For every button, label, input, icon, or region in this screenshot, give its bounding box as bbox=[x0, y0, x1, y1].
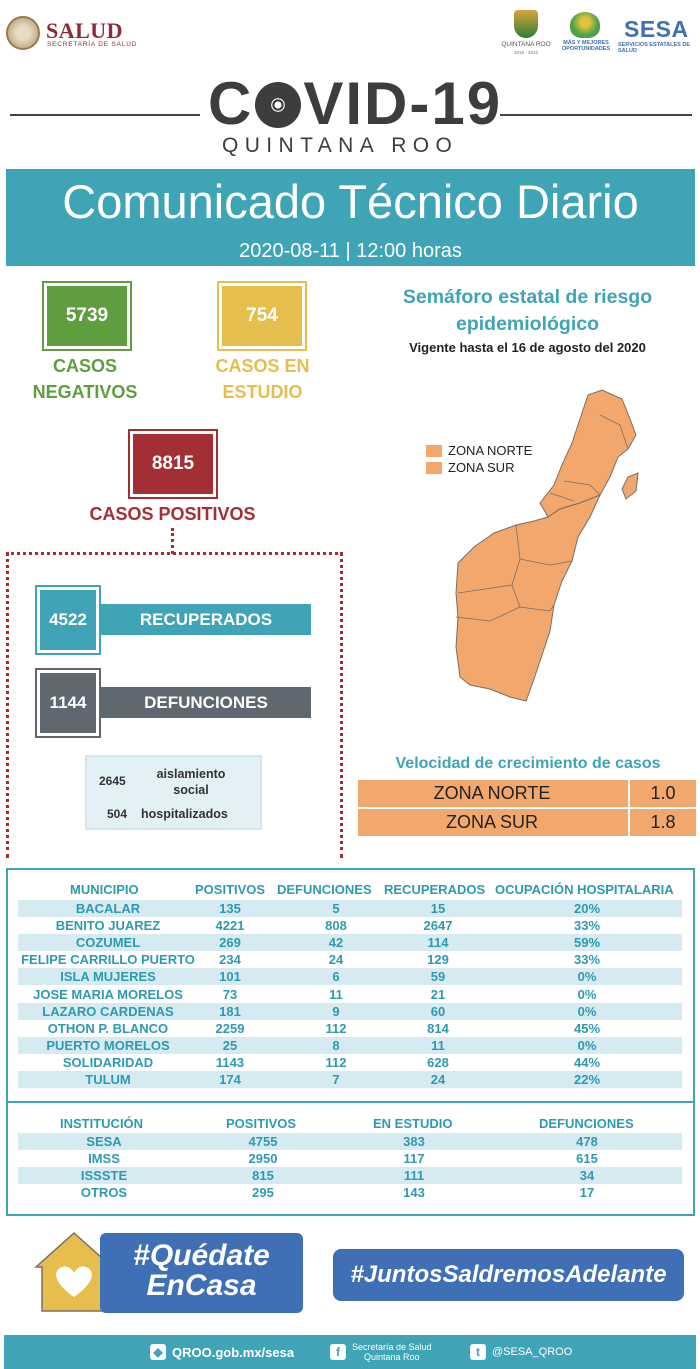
legend-swatch-sur bbox=[426, 462, 442, 474]
table-row bbox=[18, 1003, 682, 1020]
table-cell: 33% bbox=[573, 918, 601, 934]
hospitalizados-label: hospitalizados bbox=[141, 807, 228, 821]
footer-facebook-line2: Quintana Roo bbox=[364, 1352, 420, 1362]
table-cell: 5 bbox=[332, 901, 340, 916]
table-row bbox=[18, 951, 682, 968]
velocidad-valor-sur: 1.8 bbox=[628, 809, 696, 836]
quintana-roo-logo-years: 2016 - 2022 bbox=[513, 50, 539, 55]
table-row bbox=[18, 968, 682, 985]
table-cell: 135 bbox=[219, 901, 241, 916]
table-cell: SOLIDARIDAD bbox=[62, 1054, 154, 1070]
table-cell: TULUM bbox=[85, 1072, 131, 1087]
table-cell: JOSE MARIA MORELOS bbox=[33, 986, 183, 1002]
muni-header-positivos: POSITIVOS bbox=[195, 882, 266, 897]
table-row bbox=[18, 1037, 682, 1054]
table-cell: 9 bbox=[332, 1003, 340, 1019]
table-row bbox=[18, 986, 682, 1003]
semaforo-title bbox=[370, 284, 685, 338]
defunciones-count: 1144 bbox=[37, 670, 99, 736]
legend-swatch-norte bbox=[426, 445, 442, 457]
table-cell: 17 bbox=[579, 1185, 595, 1201]
quintana-roo-shield-icon bbox=[514, 10, 538, 38]
positivos-label: CASOS POSITIVOS bbox=[89, 504, 256, 524]
table-cell: 15 bbox=[430, 901, 446, 916]
table-cell: COZUMEL bbox=[75, 935, 141, 951]
aislamiento-count: 2645 bbox=[99, 774, 126, 788]
table-cell: 59 bbox=[430, 969, 446, 985]
recuperados-count: 4522 bbox=[37, 587, 99, 653]
connector-dotted-horizontal bbox=[6, 552, 343, 555]
table-cell: 129 bbox=[427, 952, 449, 968]
sesa-logo-subtitle: SERVICIOS ESTATALES DE SALUD bbox=[618, 42, 691, 54]
negativos-label-line1: CASOS bbox=[52, 356, 117, 376]
table-cell: 24 bbox=[430, 1072, 446, 1087]
muni-header-ocupacion: OCUPACIÓN HOSPITALARIA bbox=[495, 882, 674, 897]
table-cell: 4221 bbox=[215, 918, 245, 934]
table-cell: 269 bbox=[219, 935, 241, 951]
salud-logo-subtitle: SECRETARÍA DE SALUD bbox=[47, 41, 138, 48]
table-cell: 234 bbox=[219, 952, 241, 968]
table-cell: 143 bbox=[403, 1185, 425, 1201]
table-row bbox=[18, 1184, 682, 1201]
title-rule-right bbox=[500, 114, 692, 116]
aislamiento-label-line2: social bbox=[173, 783, 209, 797]
table-cell: 814 bbox=[427, 1020, 449, 1036]
table-cell: PUERTO MORELOS bbox=[46, 1037, 170, 1053]
table-cell: 114 bbox=[427, 935, 449, 951]
estudio-count: 754 bbox=[219, 283, 305, 349]
table-cell: 2259 bbox=[215, 1020, 245, 1036]
table-cell: 7 bbox=[332, 1072, 340, 1087]
table-row bbox=[18, 1150, 682, 1167]
facebook-icon: f bbox=[330, 1344, 346, 1360]
sesa-logo-title: SESA bbox=[624, 16, 689, 42]
table-cell: 21 bbox=[430, 986, 446, 1002]
table-cell: 11 bbox=[329, 986, 343, 1002]
table-cell: 59% bbox=[573, 935, 601, 951]
table-cell: 478 bbox=[576, 1134, 598, 1149]
region-subtitle: QUINTANA ROO bbox=[222, 134, 459, 157]
table-cell: 615 bbox=[576, 1151, 598, 1167]
table-cell: IMSS bbox=[88, 1151, 120, 1167]
muni-header-defunciones: DEFUNCIONES bbox=[277, 882, 372, 897]
negativos-count: 5739 bbox=[44, 283, 130, 349]
covid-title bbox=[208, 72, 502, 136]
table-cell: LAZARO CARDENAS bbox=[42, 1003, 174, 1019]
footer-twitter[interactable] bbox=[470, 1344, 572, 1360]
footer-facebook-line1: Secretaría de Salud bbox=[352, 1342, 432, 1352]
table-row bbox=[18, 934, 682, 951]
table-row bbox=[18, 900, 682, 917]
recuperados-breakdown-panel bbox=[85, 755, 262, 830]
aislamiento-label-line1: aislamiento bbox=[156, 767, 226, 781]
inst-header-defunciones: DEFUNCIONES bbox=[539, 1116, 634, 1131]
table-row bbox=[18, 1020, 682, 1037]
table-cell: 8 bbox=[332, 1037, 340, 1053]
quedate-line1: #Quédate bbox=[133, 1239, 270, 1272]
recuperados-label: RECUPERADOS bbox=[101, 604, 311, 635]
velocidad-title: Velocidad de crecimiento de casos bbox=[395, 755, 661, 772]
mas-y-mejores-logo-text: MÁS Y MEJORES OPORTUNIDADES bbox=[561, 40, 611, 52]
muni-header-recuperados: RECUPERADOS bbox=[384, 882, 486, 897]
positivos-count: 8815 bbox=[130, 431, 216, 497]
table-cell: 181 bbox=[219, 1003, 241, 1019]
table-cell: 2950 bbox=[248, 1151, 278, 1167]
negativos-label bbox=[20, 353, 150, 405]
table-cell: 73 bbox=[222, 986, 238, 1002]
connector-dotted-right bbox=[340, 552, 343, 858]
table-cell: OTROS bbox=[80, 1185, 128, 1201]
qroo-diamond-icon: ◆ bbox=[150, 1344, 166, 1360]
table-row bbox=[18, 917, 682, 934]
table-cell: 0% bbox=[577, 986, 597, 1002]
table-cell: 815 bbox=[252, 1168, 274, 1184]
salud-emblem-icon bbox=[6, 16, 40, 50]
twitter-icon: t bbox=[470, 1344, 486, 1360]
velocidad-row-sur bbox=[358, 809, 696, 836]
inst-header-institucion: INSTITUCIÓN bbox=[60, 1116, 144, 1131]
table-cell: 808 bbox=[325, 918, 347, 934]
footer-web[interactable] bbox=[150, 1344, 294, 1360]
table-cell: BENITO JUAREZ bbox=[55, 918, 161, 934]
table-cell: 295 bbox=[252, 1185, 274, 1201]
table-cell: 117 bbox=[403, 1151, 425, 1167]
table-cell: 22% bbox=[573, 1072, 601, 1087]
table-cell: 2647 bbox=[423, 918, 453, 934]
estudio-label-line2: ESTUDIO bbox=[222, 382, 303, 402]
table-cell: 24 bbox=[328, 952, 344, 968]
estudio-label-line1: CASOS EN bbox=[215, 356, 310, 376]
inst-header-positivos: POSITIVOS bbox=[226, 1116, 297, 1131]
table-cell: 112 bbox=[325, 1054, 347, 1070]
table-cell: 101 bbox=[219, 969, 241, 985]
legend-label-sur: ZONA SUR bbox=[448, 460, 515, 475]
map-zona-norte bbox=[540, 390, 636, 517]
table-cell: 111 bbox=[403, 1168, 425, 1184]
table-row bbox=[18, 1054, 682, 1071]
table-cell: 45% bbox=[573, 1020, 601, 1036]
table-cell: 6 bbox=[332, 969, 340, 985]
footer-web-label: QROO.gob.mx/sesa bbox=[172, 1344, 295, 1360]
connector-dotted-left bbox=[6, 552, 9, 858]
table-row bbox=[18, 1133, 682, 1150]
table-cell: 25 bbox=[222, 1037, 238, 1053]
table-row bbox=[18, 1167, 682, 1184]
quedate-line2: EnCasa bbox=[146, 1269, 257, 1302]
tree-icon bbox=[570, 12, 600, 38]
map-cozumel bbox=[622, 473, 638, 499]
legend-label-norte: ZONA NORTE bbox=[448, 443, 533, 458]
quedate-en-casa-banner bbox=[100, 1233, 303, 1313]
covid-title-suffix: VID-19 bbox=[303, 70, 503, 137]
report-title: Comunicado Técnico Diario bbox=[62, 175, 639, 228]
table-cell: 4755 bbox=[248, 1134, 278, 1149]
hospitalizados-count: 504 bbox=[107, 807, 128, 821]
semaforo-title-line2: epidemiológico bbox=[455, 313, 599, 335]
footer-facebook[interactable] bbox=[330, 1342, 432, 1362]
title-rule-left bbox=[10, 114, 200, 116]
table-cell: 174 bbox=[219, 1072, 241, 1087]
table-cell: 11 bbox=[431, 1037, 445, 1053]
juntos-saldremos-banner: #JuntosSaldremosAdelante bbox=[333, 1249, 684, 1301]
velocidad-row-norte bbox=[358, 780, 696, 807]
estudio-label bbox=[200, 353, 325, 405]
connector-dotted-top bbox=[171, 528, 174, 554]
aislamiento-label bbox=[143, 766, 239, 798]
table-cell: ISSSTE bbox=[80, 1168, 128, 1184]
table-cell: FELIPE CARRILLO PUERTO bbox=[21, 952, 195, 968]
table-cell: 0% bbox=[577, 1003, 597, 1019]
quintana-roo-logo-text: QUINTANA ROO bbox=[501, 41, 551, 48]
defunciones-label: DEFUNCIONES bbox=[101, 687, 311, 718]
table-cell: 44% bbox=[573, 1054, 601, 1070]
salud-logo-title: SALUD bbox=[46, 18, 124, 43]
table-cell: 60 bbox=[430, 1003, 446, 1019]
inst-header-en-estudio: EN ESTUDIO bbox=[373, 1116, 453, 1131]
table-cell: OTHON P. BLANCO bbox=[47, 1020, 169, 1036]
table-cell: 33% bbox=[573, 952, 601, 968]
map-zona-sur bbox=[456, 495, 600, 701]
table-cell: 42 bbox=[328, 935, 344, 951]
muni-header-municipio: MUNICIPIO bbox=[70, 882, 139, 897]
report-date: 2020-08-11 | 12:00 horas bbox=[239, 240, 462, 262]
table-cell: BACALAR bbox=[75, 901, 141, 916]
covid-title-prefix: C bbox=[208, 70, 254, 137]
velocidad-valor-norte: 1.0 bbox=[628, 780, 696, 807]
table-cell: 628 bbox=[427, 1054, 449, 1070]
table-cell: 112 bbox=[325, 1020, 347, 1036]
table-cell: 383 bbox=[403, 1134, 425, 1149]
negativos-label-line2: NEGATIVOS bbox=[32, 382, 138, 402]
virus-icon bbox=[255, 82, 301, 128]
table-row bbox=[18, 1071, 682, 1088]
footer-twitter-label: @SESA_QROO bbox=[492, 1346, 573, 1358]
semaforo-validity: Vigente hasta el 16 de agosto del 2020 bbox=[409, 340, 646, 355]
tables-divider bbox=[6, 1101, 695, 1103]
semaforo-title-line1: Semáforo estatal de riesgo bbox=[402, 286, 653, 308]
footer-facebook-label bbox=[352, 1342, 432, 1362]
quintana-roo-map bbox=[450, 385, 650, 705]
velocidad-zona-sur: ZONA SUR bbox=[445, 812, 538, 832]
table-cell: SESA bbox=[86, 1134, 122, 1149]
table-cell: 0% bbox=[577, 969, 597, 985]
velocidad-zona-norte: ZONA NORTE bbox=[433, 783, 551, 803]
table-cell: 20% bbox=[573, 901, 601, 916]
table-cell: 1143 bbox=[215, 1054, 245, 1070]
table-cell: ISLA MUJERES bbox=[60, 969, 156, 985]
table-cell: 34 bbox=[579, 1168, 595, 1184]
table-cell: 0% bbox=[577, 1037, 597, 1053]
